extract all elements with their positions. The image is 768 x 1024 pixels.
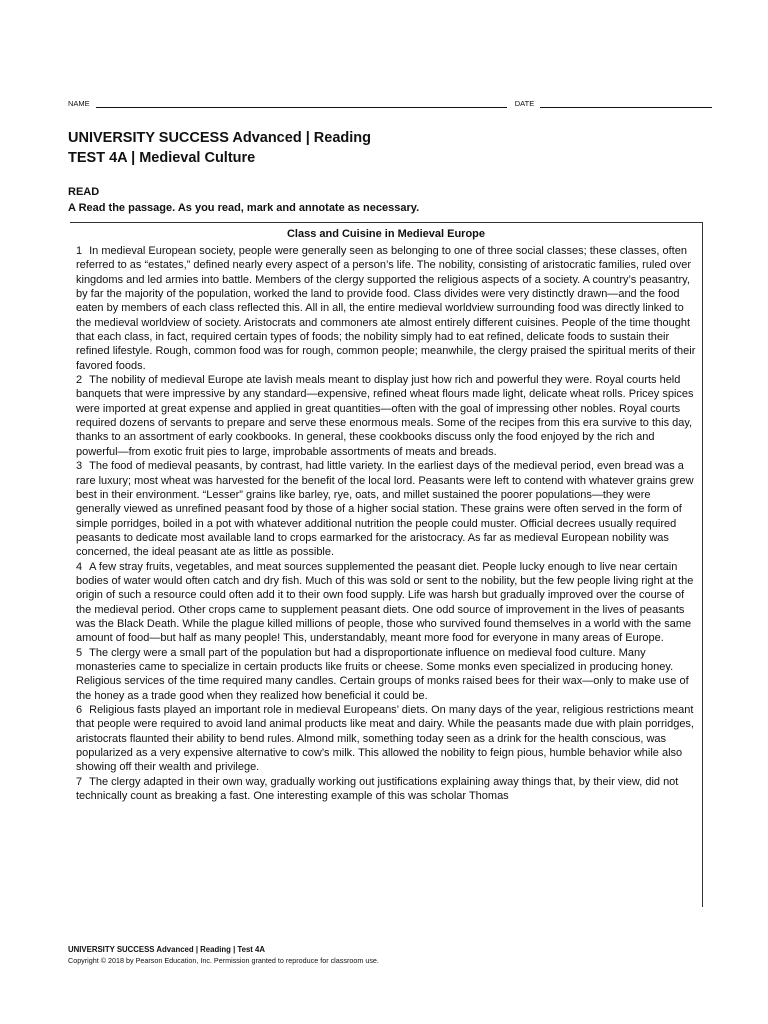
paragraph-text: In medieval European society, people were generally seen as belonging to one of three social classes; these classes, often referred to as “estates,” defined nearly every aspect of a person’s life. The nobility, consisting of aristocratic families, ruled over kingdoms and led armies into battle. Members of the clergy supported the religious aspects of a society. A country’s peasantry, by far the majority of the population, worked the land to provide food. Class divides were very distinctly drawn—and the food eaten by members of each class reflected this. All in all, the entire medieval worldview surrounding food was directly linked to the medieval worldview of society. Aristocrats and commoners ate almost entirely different cuisines. People of the time thought that each class, in fact, required certain types of foods; the nobility simply had to eat refined, delicate foods to sustain their refined lifestyle. Rough, common food was for rough, common people; meanwhile, the clergy praised the spiritual merits of their favored foods. bbox=[76, 245, 696, 372]
footer-title: UNIVERSITY SUCCESS Advanced | Reading | Test 4A bbox=[68, 945, 266, 954]
page-footer bbox=[68, 944, 379, 966]
paragraph-number: 4 bbox=[76, 560, 83, 573]
instruction-text: A Read the passage. As you read, mark and annotate as necessary. bbox=[68, 202, 420, 214]
date-label: DATE bbox=[514, 99, 535, 108]
copyright-notice: Copyright © 2018 by Pearson Education, Inc. Permission granted to reproduce for classroom use. bbox=[68, 956, 379, 965]
paragraph-text: The clergy were a small part of the population but had a disproportionate influence on medieval food culture. Many monasteries came to specialize in certain products like fruits or cheese. Some monks even specialized in producing honey. Religious services of the time required many candles. Certain groups of monks raised bees for their wax—only to make use of the honey as a trade good when they realized how beneficial it could be. bbox=[76, 646, 689, 702]
test-title: TEST 4A | Medieval Culture bbox=[68, 150, 256, 166]
paragraph-number: 1 bbox=[76, 245, 83, 257]
paragraph bbox=[70, 459, 702, 559]
title-block bbox=[68, 128, 371, 168]
paragraph-number: 2 bbox=[76, 374, 83, 387]
course-title: UNIVERSITY SUCCESS Advanced | Reading bbox=[68, 130, 371, 146]
paragraph bbox=[70, 244, 702, 373]
paragraph-text: The nobility of medieval Europe ate lavish meals meant to display just how rich and powerful they were. Royal courts held banquets that were impressive by any standard—expensive, refined wheat flours made light, delicate wheat rolls. Pricey spices were imported at great expense and applied in great quantities—often with the goal of impressing other nobles. Royal courts required dozens of servants to prepare and serve these enormous meals. Some of the recipes from this era survive to this day, thanks to an assortment of early cookbooks. In general, these cookbooks discuss only the food enjoyed by the rich and powerful—from exotic fruit pies to large, improbable assortments of meats and breads. bbox=[76, 374, 694, 458]
passage-title: Class and Cuisine in Medieval Europe bbox=[286, 228, 486, 240]
paragraph-text: Religious fasts played an important role in medieval Europeans’ diets. On many days of the year, religious restrictions meant that people were required to avoid land animal products like meat and dairy. While the peasants made due with plain porridges, aristocrats flaunted their ability to bend rules. Almond milk, something today seen as a drink for the health conscious, was popularized as a very expensive alternative to cow’s milk. This allowed the nobility to feign pious, humble behavior while also showing off their wealth and privilege. bbox=[76, 704, 694, 774]
paragraph-number: 6 bbox=[76, 704, 83, 716]
paragraph-number: 5 bbox=[76, 646, 83, 659]
paragraph-text: A few stray fruits, vegetables, and meat sources supplemented the peasant diet. People lucky enough to live near certain bodies of water would often catch and dry fish. Much of this was sold or sent to the nobility, but the few people living right at the origin of such a resource could often add it to their own food supply. Life was harsh but gradually improved over the course of the medieval period. Other crops came to supplement peasant diets. One odd source of improvement in the lives of peasants was the Black Death. While the plague killed millions of people, those who survived found themselves in a world with the same amount of food—but half as many people! This, understandably, meant more food for everyone in many areas of Europe. bbox=[76, 560, 694, 645]
paragraph bbox=[70, 646, 702, 703]
paragraph bbox=[70, 703, 702, 775]
paragraph-text: The clergy adapted in their own way, gradually working out justifications explaining away things that, by their view, did not technically count as breaking a fast. One interesting example of this was scholar Thomas bbox=[76, 775, 679, 803]
paragraph bbox=[70, 775, 702, 804]
name-date-row bbox=[68, 99, 712, 108]
paragraph-number: 7 bbox=[76, 775, 83, 788]
paragraph-text: The food of medieval peasants, by contrast, had little variety. In the earliest days of the medieval period, even bread was a rare luxury; most wheat was harvested for the benefit of the local lord. Peasants were left to contend with whatever grains grew best in their environment. “Lesser” grains like barley, rye, oats, and millet sustained the poorer populations—they were generally viewed as unrefined peasant food by those of a higher social station. These grains were often served in the form of simple porridges, boiled in a pot with whatever additional nutrition the people could muster. Official decrees usually required peasants to dedicate most available land to crops earmarked for the aristocracy. As far as medieval European nobility was concerned, the ideal peasant ate as little as possible. bbox=[76, 460, 694, 559]
passage-box bbox=[70, 222, 703, 907]
paragraph bbox=[70, 373, 702, 459]
date-field-line[interactable] bbox=[540, 99, 712, 108]
name-field-line[interactable] bbox=[96, 99, 507, 108]
section-label: READ bbox=[68, 186, 100, 198]
paragraph bbox=[70, 560, 702, 646]
name-label: NAME bbox=[68, 99, 90, 108]
paragraph-number: 3 bbox=[76, 460, 83, 473]
